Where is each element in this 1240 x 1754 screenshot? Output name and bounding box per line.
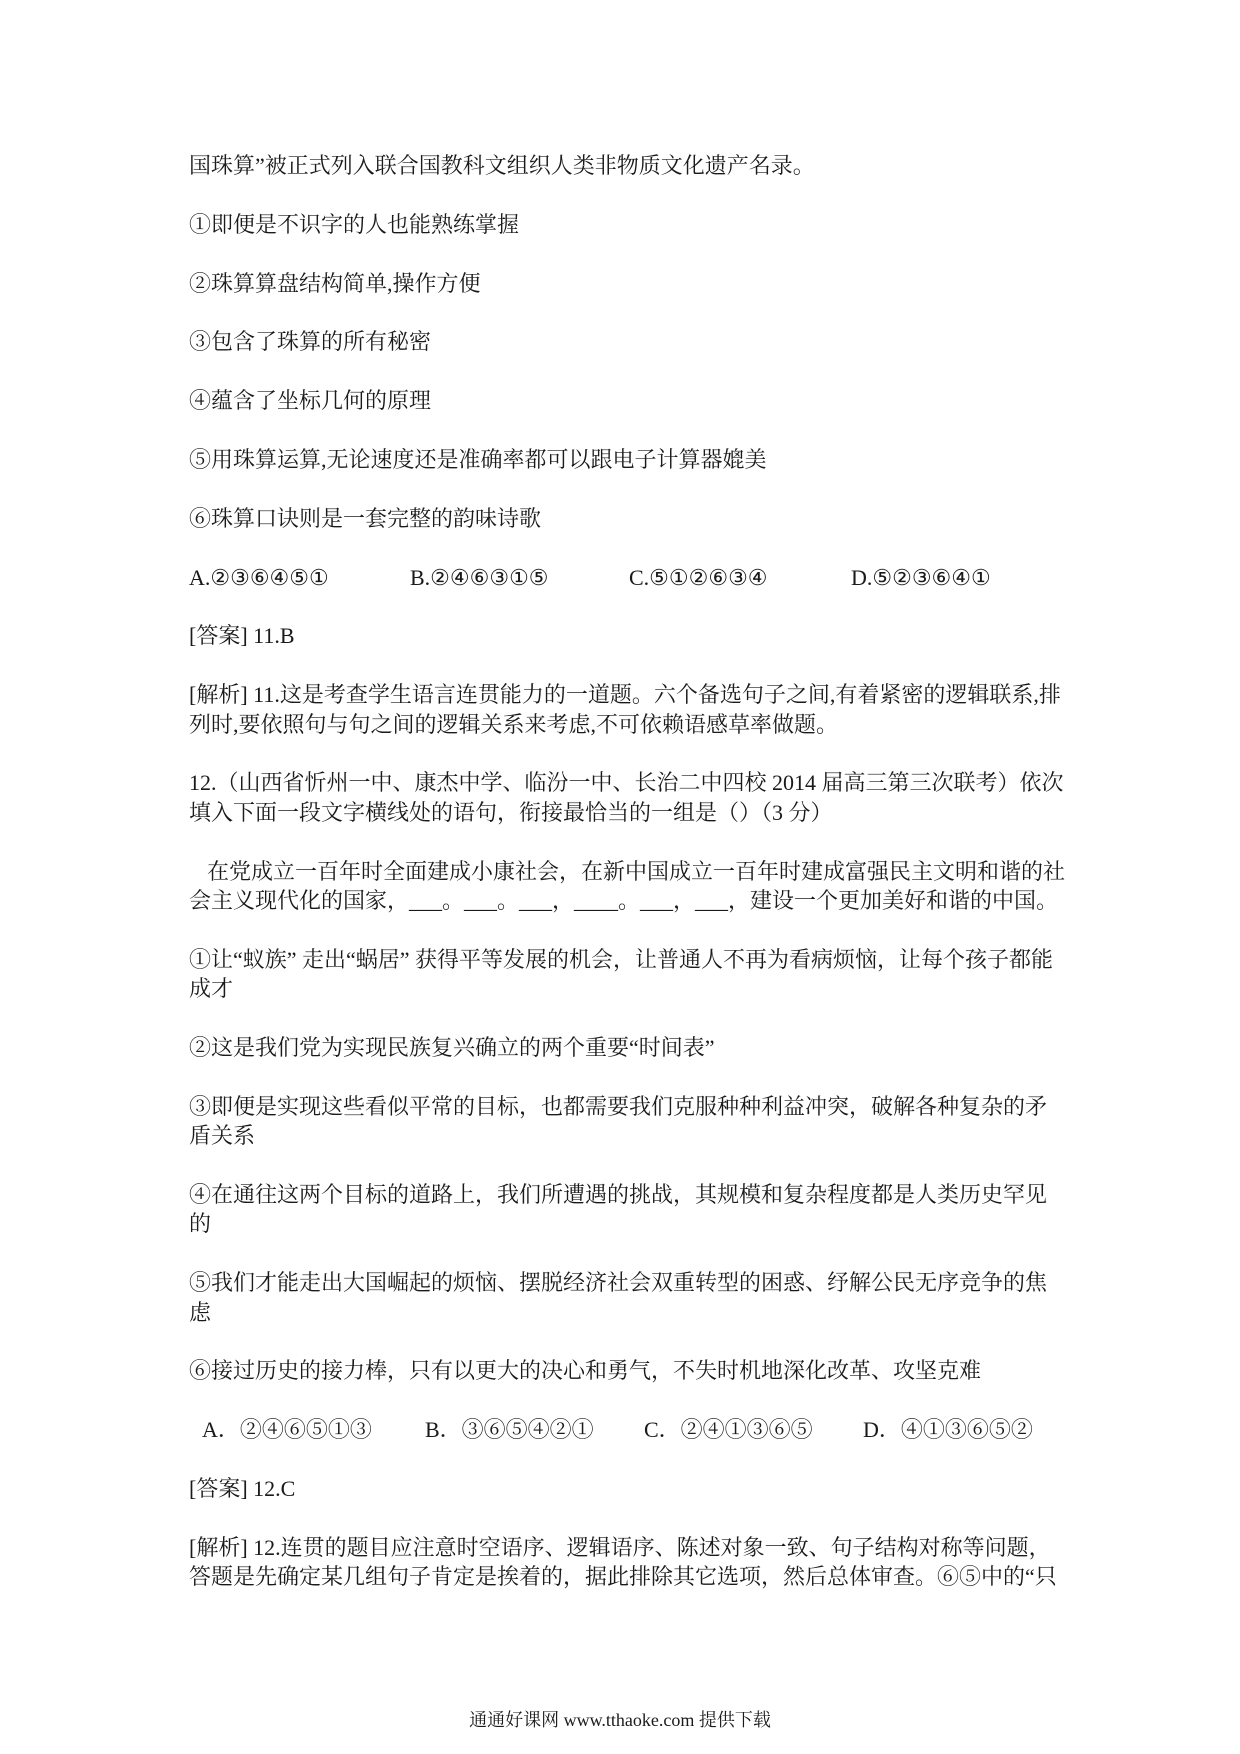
text-line: ①即便是不识字的人也能熟练掌握: [189, 211, 520, 237]
text-line: 盾关系: [189, 1123, 256, 1149]
q12-item-5: [189, 1268, 1069, 1327]
text-line: 虑: [189, 1299, 212, 1325]
text-line: ③包含了珠算的所有秘密: [189, 329, 432, 355]
q11-option-c: C.⑤①②⑥③④: [629, 564, 768, 590]
page-footer: 通通好课网 www.tthaoke.com 提供下载: [469, 1710, 771, 1730]
q11-option-d: D.⑤②③⑥④①: [851, 564, 991, 590]
text-line: 在党成立一百年时全面建成小康社会，在新中国成立一百年时建成富强民主文明和谐的社: [207, 858, 1066, 884]
text-line: ⑤用珠算运算,无论速度还是准确率都可以跟电子计算器媲美: [189, 446, 767, 472]
q11-item-4: [189, 386, 1069, 415]
text-line: [答案] 11.B: [189, 623, 295, 649]
q12-item-3: [189, 1092, 1069, 1151]
q12-analysis: [189, 1533, 1069, 1592]
text-line: 列时,要依照句与句之间的逻辑关系来考虑,不可依赖语感草率做题。: [189, 711, 839, 737]
text-line: 填入下面一段文字横线处的语句，衔接最恰当的一组是（）（3 分）: [189, 799, 833, 825]
text-line: ⑤我们才能走出大国崛起的烦恼、摆脱经济社会双重转型的困惑、纾解公民无序竞争的焦: [189, 1270, 1048, 1296]
text-line: ①让“蚁族” 走出“蜗居” 获得平等发展的机会，让普通人不再为看病烦恼，让每个孩子都能: [189, 946, 1054, 972]
q11-item-2: [189, 269, 1069, 298]
q11-options: [189, 563, 1069, 592]
q12-item-4: [189, 1180, 1069, 1239]
text-line: [答案] 12.C: [189, 1475, 296, 1501]
text-line: [解析] 11.这是考查学生语言连贯能力的一道题。六个备选句子之间,有着紧密的逻辑联系,排: [189, 682, 1061, 708]
q11-option-a: A.②③⑥④⑤①: [189, 564, 329, 590]
q12-item-2: [189, 1033, 1069, 1062]
text-line: ②这是我们党为实现民族复兴确立的两个重要“时间表”: [189, 1034, 715, 1060]
q12-item-6: [189, 1356, 1069, 1385]
text-line: ③即便是实现这些看似平常的目标，也都需要我们克服种种利益冲突，破解各种复杂的矛: [189, 1093, 1048, 1119]
text-line: ②珠算算盘结构简单,操作方便: [189, 270, 481, 296]
q12-stem: [189, 768, 1069, 827]
text-line: ④蕴含了坐标几何的原理: [189, 388, 432, 414]
q11-item-5: [189, 445, 1069, 474]
text-line: 12.（山西省忻州一中、康杰中学、临汾一中、长治二中四校 2014 届高三第三次联考）依次: [189, 770, 1064, 796]
q12-answer: [189, 1474, 1069, 1503]
q12-option-d: D．④①③⑥⑤②: [863, 1417, 1033, 1443]
q11-item-1: [189, 210, 1069, 239]
text-line: ⑥珠算口诀则是一套完整的韵味诗歌: [189, 505, 542, 531]
q11-answer: [189, 621, 1069, 650]
q11-item-6: [189, 504, 1069, 533]
text-line: [解析] 12.连贯的题目应注意时空语序、逻辑语序、陈述对象一致、句子结构对称等问题，: [189, 1534, 1051, 1560]
continuation-paragraph: [189, 151, 1069, 180]
text-line: ⑥接过历史的接力棒，只有以更大的决心和勇气，不失时机地深化改革、攻坚克难: [189, 1358, 982, 1384]
q11-analysis: [189, 680, 1069, 739]
text-line: 答题是先确定某几组句子肯定是挨着的，据此排除其它选项，然后总体审查。⑥⑤中的“只: [189, 1564, 1057, 1590]
text-line: 成才: [189, 976, 234, 1002]
q11-option-b: B.②④⑥③①⑤: [410, 564, 549, 590]
text-line: 国珠算”被正式列入联合国教科文组织人类非物质文化遗产名录。: [189, 153, 815, 178]
q12-item-1: [189, 945, 1069, 1004]
document-body: [189, 151, 1069, 1621]
text-line: 会主义现代化的国家，___。___。___，____。___，___，建设一个更加美好和谐的中国。: [189, 887, 1059, 913]
q12-passage: [189, 857, 1069, 916]
text-line: ④在通往这两个目标的道路上，我们所遭遇的挑战，其规模和复杂程度都是人类历史罕见: [189, 1181, 1048, 1207]
text-line: 的: [189, 1211, 212, 1237]
q12-option-a: A．②④⑥⑤①③: [202, 1417, 372, 1443]
q12-options: [189, 1415, 1069, 1444]
q12-option-c: C．②④①③⑥⑤: [644, 1417, 813, 1443]
q12-option-b: B．③⑥⑤④②①: [425, 1417, 594, 1443]
q11-item-3: [189, 327, 1069, 356]
